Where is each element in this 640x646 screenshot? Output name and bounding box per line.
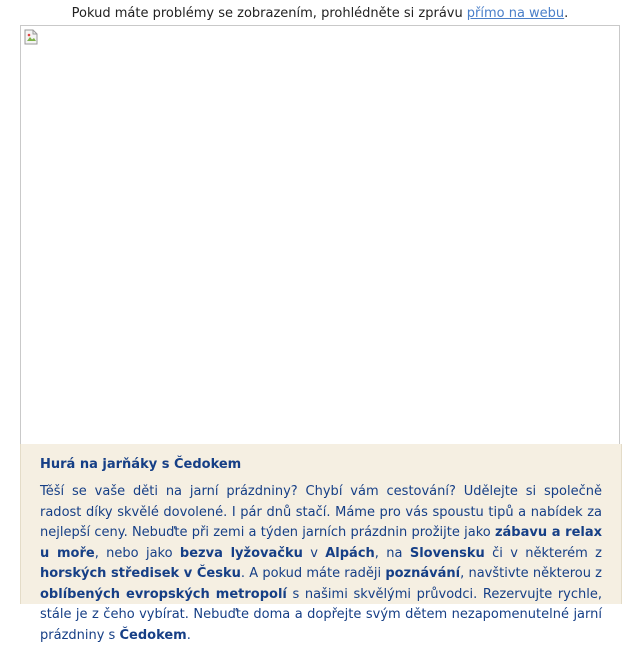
promo-text: s našimi skvělými průvodci. Rezervujte rychle, stále je z čeho vybírat. Nebuďte doma a dopřejte svým dětem nezapomenutelné jarní prázdniny s — [40, 586, 602, 643]
promo-link-sightseeing[interactable]: poznávání — [385, 566, 461, 581]
promo-link-slovakia[interactable]: Slovensku — [409, 545, 485, 561]
view-online-notice — [0, 0, 640, 26]
promo-link-european-capitals[interactable]: oblíbených evropských metropolí — [40, 586, 287, 602]
promo-text: . — [186, 627, 191, 643]
notice-text: Pokud máte problémy se zobrazením, prohlédněte si zprávu — [71, 5, 463, 21]
promo-text: v — [302, 545, 326, 561]
promo-text: či v některém z — [484, 545, 602, 561]
notice-period: . — [564, 5, 569, 21]
promo-text: , nebo jako — [94, 545, 180, 561]
promo-panel — [20, 444, 622, 643]
promo-paragraph — [40, 482, 602, 646]
promo-text: , na — [374, 545, 410, 561]
promo-heading: Hurá na jarňáky s Čedokem — [40, 457, 242, 472]
promo-link-czech-resorts[interactable]: horských středisek v Česku — [40, 566, 241, 581]
view-in-browser-link[interactable]: přímo na webu — [466, 5, 565, 21]
promo-text: , navštivte některou z — [460, 566, 602, 581]
hero-image[interactable] — [20, 25, 620, 445]
broken-image-icon — [24, 29, 38, 45]
promo-link-skiing[interactable]: bezva lyžovačku — [179, 545, 303, 561]
promo-link-beach[interactable]: zábavu a relax u moře — [40, 525, 603, 561]
promo-text: . A pokud máte raději — [240, 566, 386, 581]
promo-brand-cedok: Čedokem — [119, 627, 187, 643]
promo-text: Těší se vaše děti na jarní prázdniny? Chybí vám cestování? Udělejte si společně radost díky skvělé dovolené. I pár dnů stačí. Máme pro vás spoustu tipů a nabídek za nejlepší ceny. Nebuďte při zemi a týden jarních prázdnin prožijte jako — [40, 484, 602, 540]
promo-link-alps[interactable]: Alpách — [325, 545, 375, 561]
